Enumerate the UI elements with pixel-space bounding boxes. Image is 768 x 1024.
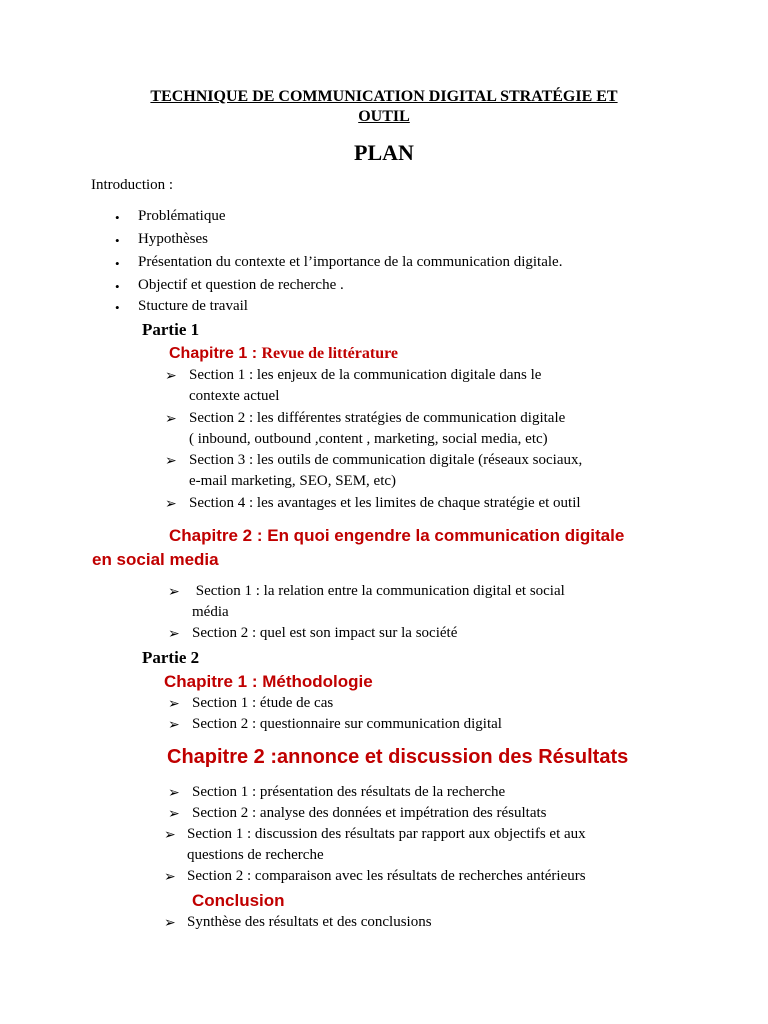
chapitre-title: Revue de littérature bbox=[261, 345, 399, 362]
arrow-bullet-icon: ➢ bbox=[165, 411, 177, 427]
section-item: Section 2 : les différentes stratégies de communication digitale bbox=[189, 410, 566, 426]
arrow-bullet-icon: ➢ bbox=[168, 717, 180, 733]
arrow-bullet-icon: ➢ bbox=[165, 496, 177, 512]
intro-item: Stucture de travail bbox=[138, 298, 248, 314]
section-item: Section 3 : les outils de communication digitale (réseaux sociaux, bbox=[189, 452, 583, 468]
section-item-continuation: média bbox=[192, 604, 229, 620]
conclusion-item: Synthèse des résultats et des conclusions bbox=[187, 914, 432, 930]
arrow-bullet-icon: ➢ bbox=[164, 827, 176, 843]
bullet-icon: • bbox=[115, 256, 120, 271]
document-title-line-2: OUTIL bbox=[358, 108, 410, 125]
bullet-icon: • bbox=[115, 210, 120, 225]
bullet-icon: • bbox=[115, 279, 120, 294]
section-item: Section 1 : la relation entre la communication digital et social bbox=[192, 583, 565, 599]
section-item: Section 2 : comparaison avec les résultats de recherches antérieurs bbox=[187, 868, 586, 884]
arrow-bullet-icon: ➢ bbox=[165, 368, 177, 384]
section-item: Section 4 : les avantages et les limites de chaque stratégie et outil bbox=[189, 495, 581, 511]
bullet-icon: • bbox=[115, 233, 120, 248]
arrow-bullet-icon: ➢ bbox=[168, 806, 180, 822]
section-item-continuation: questions de recherche bbox=[187, 847, 324, 863]
bullet-icon: • bbox=[115, 300, 120, 315]
partie-1-chapitre-2-heading: Chapitre 2 : En quoi engendre la communication digitale bbox=[169, 526, 625, 545]
intro-item: Objectif et question de recherche . bbox=[138, 277, 344, 293]
section-item: Section 1 : discussion des résultats par rapport aux objectifs et aux bbox=[187, 826, 586, 842]
section-item: Section 2 : questionnaire sur communication digital bbox=[192, 716, 502, 732]
plan-heading: PLAN bbox=[354, 140, 414, 165]
section-item: Section 1 : présentation des résultats de la recherche bbox=[192, 784, 506, 800]
arrow-bullet-icon: ➢ bbox=[164, 869, 176, 885]
partie-1-chapitre-1-heading bbox=[169, 345, 398, 363]
intro-item: Présentation du contexte et l’importance de la communication digitale. bbox=[138, 254, 563, 270]
partie-2-chapitre-2-heading: Chapitre 2 :annonce et discussion des Résultats bbox=[167, 746, 629, 768]
section-item: Section 1 : étude de cas bbox=[192, 695, 334, 711]
intro-item: Hypothèses bbox=[138, 231, 208, 247]
chapitre-prefix: Chapitre 1 : bbox=[169, 345, 262, 362]
document-title-line-1: TECHNIQUE DE COMMUNICATION DIGITAL STRATÉGIE ET bbox=[150, 88, 618, 105]
section-item-continuation: e-mail marketing, SEO, SEM, etc) bbox=[189, 473, 397, 489]
arrow-bullet-icon: ➢ bbox=[164, 915, 176, 931]
section-item: Section 2 : analyse des données et impétration des résultats bbox=[192, 805, 547, 821]
partie-1-chapitre-2-heading-continuation: en social media bbox=[92, 550, 219, 569]
partie-2-heading: Partie 2 bbox=[142, 648, 200, 667]
section-item: Section 2 : quel est son impact sur la société bbox=[192, 625, 458, 641]
section-item-continuation: contexte actuel bbox=[189, 388, 280, 404]
arrow-bullet-icon: ➢ bbox=[168, 584, 180, 600]
partie-2-chapitre-1-heading: Chapitre 1 : Méthodologie bbox=[164, 672, 373, 691]
conclusion-heading: Conclusion bbox=[192, 891, 285, 910]
arrow-bullet-icon: ➢ bbox=[168, 626, 180, 642]
section-item-continuation: ( inbound, outbound ,content , marketing, social media, etc) bbox=[189, 431, 548, 447]
partie-1-heading: Partie 1 bbox=[142, 320, 200, 339]
intro-item: Problématique bbox=[138, 208, 226, 224]
arrow-bullet-icon: ➢ bbox=[168, 696, 180, 712]
section-item: Section 1 : les enjeux de la communication digitale dans le bbox=[189, 367, 542, 383]
arrow-bullet-icon: ➢ bbox=[168, 785, 180, 801]
introduction-label: Introduction : bbox=[91, 177, 174, 193]
arrow-bullet-icon: ➢ bbox=[165, 453, 177, 469]
